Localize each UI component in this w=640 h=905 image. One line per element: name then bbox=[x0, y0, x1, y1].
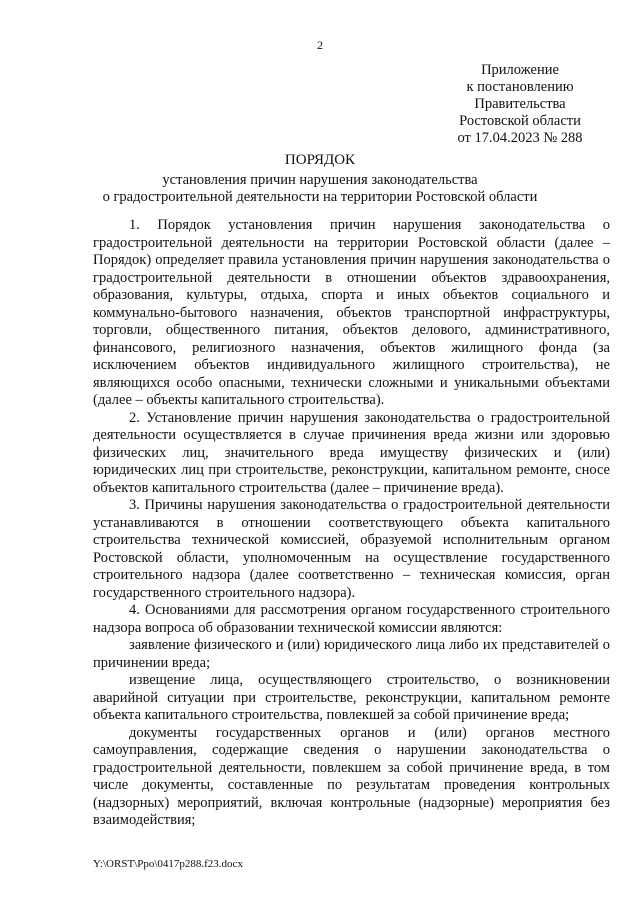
paragraph: 1. Порядок установления причин нарушения законодательства о градостроительной деятельности на территории Ростовской области (далее – Порядок) определяет правила установления причин нарушения законодательства о градостроительной деятельности в отношении объектов здравоохранения, образования, культуры, отдыха, спорта и иных объектов социального и коммунально-бытового назначения, объектов транспортной инфраструктуры, торговли, общественного питания, объектов делового, административного, финансового, религиозного назначения, объектов жилищного фонда (за исключением объектов индивидуального жилищного строительства), не являющихся особо опасными, технически сложными и уникальными объектами (далее – объекты капитального строительства). bbox=[93, 217, 610, 408]
annex-block bbox=[420, 62, 620, 147]
paragraph: документы государственных органов и (или) органов местного самоуправления, содержащие сведения о нарушении законодательства о градостроительной деятельности, повлекшем за собой причинение вреда, в том числе документы, составленные по результатам проведения контрольных (надзорных) мероприятий, включая контрольные (надзорные) мероприятия без взаимодействия; bbox=[93, 724, 610, 828]
annex-line: Правительства bbox=[474, 96, 566, 112]
document-title: ПОРЯДОК bbox=[284, 152, 356, 168]
annex-line: от 17.04.2023 № 288 bbox=[457, 130, 583, 146]
annex-line: к постановлению bbox=[466, 79, 574, 95]
paragraph: извещение лица, осуществляющего строительство, о возникновении аварийной ситуации при строительстве, реконструкции, капитальном ремонте объекта капитального строительства, повлекшей за собой причинение вреда; bbox=[93, 672, 610, 723]
page-number: 2 bbox=[317, 38, 323, 52]
file-path-footer: Y:\ORST\Ppo\0417p288.f23.docx bbox=[93, 858, 243, 870]
paragraph: 2. Установление причин нарушения законодательства о градостроительной деятельности осуществляется в случае причинения вреда жизни или здоровью физических лиц, значительного вреда имуществу физических и (или) юридических лиц при строительстве, реконструкции, капитальном ремонте, сносе объектов капитального строительства (далее – причинение вреда). bbox=[93, 409, 610, 496]
annex-line: Приложение bbox=[481, 62, 559, 78]
paragraph: 4. Основаниями для рассмотрения органом государственного строительного надзора вопроса об образовании технической комиссии являются: bbox=[93, 602, 610, 636]
document-body bbox=[93, 217, 610, 830]
subtitle-line: о градостроительной деятельности на территории Ростовской области bbox=[102, 189, 538, 205]
subtitle-line: установления причин нарушения законодательства bbox=[162, 172, 478, 188]
annex-line: Ростовской области bbox=[459, 113, 581, 129]
paragraph: 3. Причины нарушения законодательства о градостроительной деятельности устанавливаются в отношении соответствующего объекта капитального строительства технической комиссией, образуемой исполнительным органом Ростовской области, уполномоченным на осуществление государственного строительного надзора (далее соответственно – техническая комиссия, орган государственного строительного надзора). bbox=[93, 497, 610, 601]
paragraph: заявление физического и (или) юридического лица либо их представителей о причинении вреда; bbox=[93, 637, 610, 671]
document-subtitle bbox=[60, 172, 580, 206]
